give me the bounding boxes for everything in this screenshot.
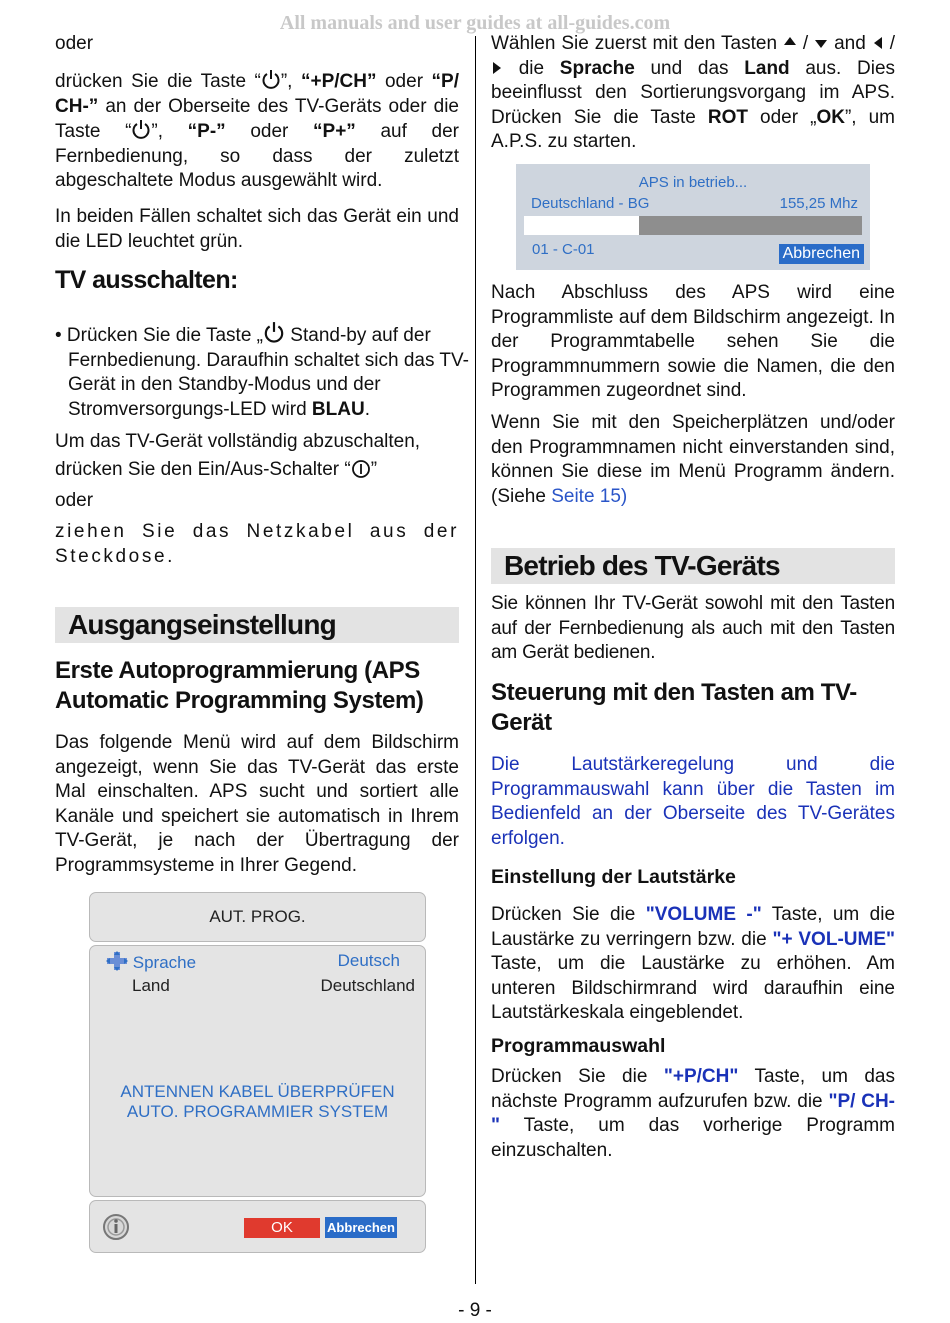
paragraph-led: In beiden Fällen schaltet sich das Gerät ein und die LED leuchtet grün.	[55, 206, 459, 252]
paragraph-program-select: Drücken Sie die "+P/CH" Taste, um das nächste Programm aufzurufen bzw. die "P/ CH-" Taste, um das vorherige Programm einzuschalten.	[491, 1066, 896, 1161]
paragraph-operation: Sie können Ihr TV-Gerät sowohl mit den Tasten auf der Fernbedienung als auch mit den Tasten am Gerät bedienen.	[491, 593, 895, 663]
watermark: All manuals and user guides at all-guides.com	[279, 12, 671, 34]
navigation-cross-icon	[106, 951, 128, 971]
ok-button[interactable]: OK	[244, 1218, 320, 1238]
paragraph-select-language: Wählen Sie zuerst mit den Tasten / and / die Sprache und das Land aus. Dies beeinflusst den Sortierungsvorgang im APS. Drücken Sie die Taste ROT oder „OK”, um A.P.S. zu starten.	[491, 33, 896, 152]
land-label[interactable]: Land	[132, 976, 170, 995]
power-icon	[131, 119, 151, 141]
bullet-standby: • Drücken Sie die Taste „ Stand-by auf der Fernbedienung. Daraufhin schaltet sich das TV-Gerät in den Standby-Modus und der Stromversorgungs-LED wird BLAU.	[55, 321, 472, 422]
heading-lautstaerke: Einstellung der Lautstärke	[491, 866, 736, 888]
sprache-label: Sprache	[132, 953, 197, 972]
link-seite-15[interactable]: Seite 15)	[551, 485, 628, 507]
section-band-betrieb: Betrieb des TV-Geräts	[491, 548, 895, 584]
paragraph-aps-intro: Das folgende Menü wird auf dem Bildschirm angezeigt, wenn Sie das TV-Gerät das erste Mal einschalten. APS sucht und sortiert alle Kanäle und speichert sie automatisch in Ihrem TV-Gerät, je nach der Übertragung der Programmsysteme in Ihrer Gegend.	[55, 732, 459, 876]
power-icon	[263, 321, 285, 345]
section-band-ausgangseinstellung: Ausgangseinstellung	[55, 607, 459, 643]
aps-channel: 01 - C-01	[532, 241, 595, 258]
power-icon	[261, 69, 281, 91]
paragraph-unplug: ziehen Sie das Netzkabel aus der Steckdose.	[55, 521, 459, 567]
info-icon	[102, 1213, 130, 1241]
paragraph-switch-off: Um das TV-Gerät vollständig abzuschalten, drücken Sie den Ein/Aus-Schalter “ ”	[55, 431, 421, 480]
heading-programmauswahl: Programmauswahl	[491, 1035, 666, 1057]
heading-aps: Erste Autoprogrammierung (APS Automatic Programming System)	[55, 657, 424, 714]
column-divider	[475, 36, 476, 1284]
message-check-antenna: ANTENNEN KABEL ÜBERPRÜFEN	[120, 1082, 395, 1101]
aps-status-title: APS in betrieb...	[638, 174, 748, 191]
aps-frequency: 155,25 Mhz	[779, 195, 858, 212]
paragraph-volume: Drücken Sie die "VOLUME -" Taste, um die Laustärke zu verringern bzw. die "+ VOL-UME" Taste, um die Laustärke zu erhöhen. Am unteren Bildschirmrand wird daraufhin eine Lautstärkeskala eingeblendet.	[491, 904, 896, 1023]
aut-prog-menu	[89, 945, 426, 1197]
aut-prog-footer	[89, 1200, 426, 1253]
paragraph-change-programs: Wenn Sie mit den Speicherplätzen und/oder den Programmnamen nicht einverstanden sind, können Sie diese im Menü Programm ändern. (Siehe Seite 15)	[491, 412, 895, 507]
arrow-up-icon	[783, 34, 797, 48]
aps-progress-bar	[524, 216, 862, 235]
text-oder: oder	[55, 490, 94, 511]
paragraph-program-list: Nach Abschluss des APS wird eine Programmliste auf dem Bildschirm angezeigt. In der Programmtabelle sehen Sie die Programmnummern sowie die Namen, die den Programmen zugeordnet sind.	[491, 282, 895, 401]
paragraph-control-panel: Die Lautstärkeregelung und die Programmauswahl kann über die Tasten im Bedienfeld an der Oberseite des TV-Gerätes erfolgen.	[491, 754, 895, 849]
heading-steuerung: Steuerung mit den Tasten am TV-Gerät	[491, 679, 857, 736]
arrow-left-icon	[872, 35, 884, 51]
text-oder: oder	[55, 33, 94, 54]
aps-country: Deutschland - BG	[531, 195, 650, 212]
aps-progress-dialog	[516, 164, 870, 270]
heading-tv-ausschalten: TV ausschalten:	[55, 266, 238, 294]
arrow-down-icon	[814, 37, 828, 51]
arrow-right-icon	[491, 60, 503, 76]
menu-row-sprache[interactable]	[106, 951, 196, 973]
page-number: - 9 -	[458, 1300, 492, 1321]
on-off-switch-icon	[351, 459, 371, 479]
sprache-value: Deutsch	[337, 951, 400, 970]
message-auto-programming: AUTO. PROGRAMMIER SYSTEM	[126, 1102, 389, 1121]
abbrechen-button[interactable]: Abbrechen	[325, 1217, 397, 1238]
paragraph-power-on: drücken Sie die Taste “ ”, “+P/CH” oder “P/ CH-” an der Oberseite des TV-Geräts oder die Taste “ ”, “P-” oder “P+” auf der Fernbedienung, so dass der zuletzt abgeschaltete Modus ausgewählt wird.	[55, 71, 459, 191]
aps-abbrechen-button[interactable]: Abbrechen	[779, 244, 864, 264]
aps-progress-fill	[524, 216, 639, 235]
aut-prog-title-bar: AUT. PROG.	[89, 892, 426, 942]
land-value: Deutschland	[320, 976, 415, 995]
